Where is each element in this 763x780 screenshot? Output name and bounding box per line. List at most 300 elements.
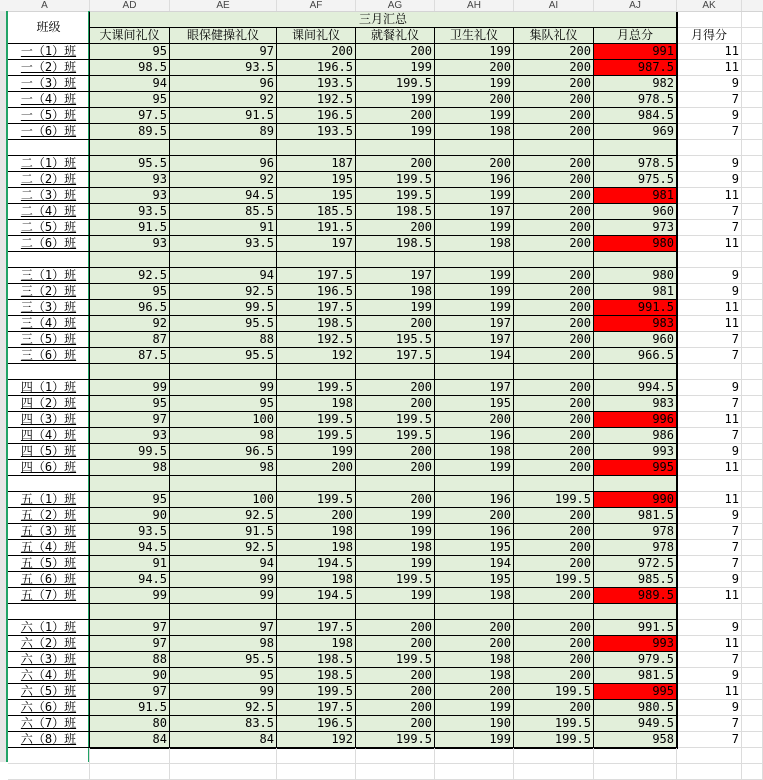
score-cell[interactable]: 198 — [277, 572, 356, 588]
class-name-cell[interactable]: 二（2）班 — [8, 172, 90, 188]
class-name-cell[interactable]: 一（6）班 — [8, 124, 90, 140]
score-cell[interactable]: 196.5 — [277, 284, 356, 300]
score-cell[interactable]: 198 — [356, 540, 435, 556]
column-header-ag[interactable]: AG — [356, 0, 435, 11]
score-cell[interactable]: 200 — [435, 636, 514, 652]
score-cell[interactable]: 200 — [514, 636, 594, 652]
score-cell[interactable]: 200 — [435, 412, 514, 428]
score-cell[interactable]: 197 — [435, 316, 514, 332]
score-cell[interactable]: 200 — [514, 188, 594, 204]
score-cell[interactable]: 199.5 — [356, 412, 435, 428]
month-score-cell[interactable]: 9 — [677, 284, 742, 300]
spacer-cell[interactable] — [170, 252, 277, 268]
empty-cell[interactable] — [742, 204, 763, 220]
score-cell[interactable]: 199 — [435, 44, 514, 60]
spacer-cell[interactable] — [594, 476, 677, 492]
empty-cell[interactable] — [742, 700, 763, 716]
score-cell[interactable]: 199 — [356, 300, 435, 316]
score-cell[interactable]: 200 — [356, 620, 435, 636]
empty-cell[interactable] — [742, 604, 763, 620]
score-cell[interactable]: 192 — [277, 348, 356, 364]
empty-cell[interactable] — [742, 156, 763, 172]
score-cell[interactable]: 83.5 — [170, 716, 277, 732]
spacer-cell[interactable] — [435, 476, 514, 492]
score-cell[interactable]: 199 — [435, 108, 514, 124]
month-score-cell[interactable]: 9 — [677, 508, 742, 524]
score-cell[interactable]: 95.5 — [90, 156, 170, 172]
score-cell[interactable]: 197.5 — [277, 700, 356, 716]
column-header-ak[interactable]: AK — [677, 0, 742, 11]
score-cell[interactable]: 197.5 — [277, 300, 356, 316]
empty-cell[interactable] — [677, 140, 742, 156]
score-cell[interactable]: 92 — [90, 316, 170, 332]
spacer-cell[interactable] — [277, 140, 356, 156]
month-score-cell[interactable]: 9 — [677, 76, 742, 92]
score-cell[interactable]: 97 — [90, 636, 170, 652]
spacer-cell[interactable] — [594, 140, 677, 156]
month-score-cell[interactable]: 11 — [677, 412, 742, 428]
score-cell[interactable]: 99 — [90, 380, 170, 396]
score-cell[interactable]: 199 — [356, 124, 435, 140]
score-cell[interactable]: 200 — [435, 60, 514, 76]
monthly-total-cell[interactable]: 969 — [594, 124, 677, 140]
empty-cell[interactable] — [742, 60, 763, 76]
month-score-cell[interactable]: 11 — [677, 316, 742, 332]
empty-cell[interactable] — [742, 732, 763, 748]
score-cell[interactable]: 198 — [277, 396, 356, 412]
score-cell[interactable]: 99 — [90, 588, 170, 604]
month-score-cell[interactable]: 7 — [677, 332, 742, 348]
monthly-total-cell[interactable]: 958 — [594, 732, 677, 748]
score-cell[interactable]: 92.5 — [170, 508, 277, 524]
score-cell[interactable]: 199 — [435, 188, 514, 204]
class-name-cell[interactable]: 二（1）班 — [8, 156, 90, 172]
score-cell[interactable]: 198.5 — [277, 652, 356, 668]
month-score-cell[interactable]: 11 — [677, 60, 742, 76]
score-cell[interactable]: 199.5 — [356, 652, 435, 668]
spacer-cell[interactable] — [594, 364, 677, 380]
score-cell[interactable]: 200 — [514, 172, 594, 188]
score-cell[interactable]: 200 — [356, 700, 435, 716]
class-name-cell[interactable]: 一（1）班 — [8, 44, 90, 60]
monthly-total-cell[interactable]: 980 — [594, 268, 677, 284]
empty-cell[interactable] — [742, 332, 763, 348]
monthly-total-cell[interactable]: 985.5 — [594, 572, 677, 588]
subheader-cell[interactable]: 月总分 — [594, 28, 677, 44]
score-cell[interactable]: 96.5 — [170, 444, 277, 460]
score-cell[interactable]: 87 — [90, 332, 170, 348]
empty-cell[interactable] — [742, 140, 763, 156]
score-cell[interactable]: 99 — [170, 380, 277, 396]
score-cell[interactable]: 92.5 — [170, 284, 277, 300]
month-score-cell[interactable]: 11 — [677, 588, 742, 604]
score-cell[interactable]: 200 — [435, 684, 514, 700]
empty-cell[interactable] — [742, 620, 763, 636]
class-name-cell[interactable]: 二（5）班 — [8, 220, 90, 236]
month-score-cell[interactable]: 9 — [677, 380, 742, 396]
score-cell[interactable]: 94 — [90, 76, 170, 92]
empty-cell[interactable] — [742, 220, 763, 236]
score-cell[interactable]: 185.5 — [277, 204, 356, 220]
class-name-cell[interactable]: 二（6）班 — [8, 236, 90, 252]
month-score-cell[interactable]: 9 — [677, 444, 742, 460]
score-cell[interactable]: 196.5 — [277, 716, 356, 732]
empty-cell[interactable] — [677, 364, 742, 380]
score-cell[interactable]: 198.5 — [356, 204, 435, 220]
score-cell[interactable]: 200 — [356, 444, 435, 460]
score-cell[interactable]: 99 — [170, 572, 277, 588]
score-cell[interactable]: 200 — [514, 284, 594, 300]
score-cell[interactable]: 199.5 — [277, 380, 356, 396]
month-score-cell[interactable]: 11 — [677, 636, 742, 652]
spacer-cell[interactable] — [356, 140, 435, 156]
score-cell[interactable]: 199.5 — [277, 412, 356, 428]
empty-cell[interactable] — [742, 12, 763, 28]
column-header-ad[interactable]: AD — [90, 0, 170, 11]
month-score-cell[interactable]: 7 — [677, 556, 742, 572]
column-header-ah[interactable]: AH — [435, 0, 514, 11]
score-cell[interactable]: 84 — [170, 732, 277, 748]
class-name-cell[interactable]: 三（4）班 — [8, 316, 90, 332]
score-cell[interactable]: 200 — [435, 156, 514, 172]
score-cell[interactable]: 95 — [90, 284, 170, 300]
month-score-cell[interactable]: 9 — [677, 668, 742, 684]
class-name-cell[interactable]: 一（3）班 — [8, 76, 90, 92]
column-header-ae[interactable]: AE — [170, 0, 277, 11]
subheader-cell[interactable]: 卫生礼仪 — [435, 28, 514, 44]
score-cell[interactable]: 198 — [277, 524, 356, 540]
class-name-cell[interactable]: 五（6）班 — [8, 572, 90, 588]
score-cell[interactable]: 200 — [514, 204, 594, 220]
score-cell[interactable]: 88 — [170, 332, 277, 348]
month-score-cell[interactable]: 7 — [677, 348, 742, 364]
class-name-cell[interactable]: 六（1）班 — [8, 620, 90, 636]
score-cell[interactable]: 199 — [435, 300, 514, 316]
month-score-cell[interactable]: 9 — [677, 156, 742, 172]
score-cell[interactable]: 200 — [356, 684, 435, 700]
score-cell[interactable]: 200 — [514, 540, 594, 556]
score-cell[interactable]: 89 — [170, 124, 277, 140]
spacer-cell[interactable] — [435, 140, 514, 156]
score-cell[interactable]: 199.5 — [356, 572, 435, 588]
month-score-cell[interactable]: 11 — [677, 44, 742, 60]
empty-cell[interactable] — [742, 636, 763, 652]
spacer-cell[interactable] — [170, 476, 277, 492]
score-cell[interactable]: 85.5 — [170, 204, 277, 220]
score-cell[interactable]: 199 — [435, 460, 514, 476]
score-cell[interactable]: 193.5 — [277, 124, 356, 140]
monthly-total-cell[interactable]: 973 — [594, 220, 677, 236]
score-cell[interactable]: 200 — [435, 92, 514, 108]
score-cell[interactable]: 93 — [90, 236, 170, 252]
score-cell[interactable]: 199.5 — [514, 684, 594, 700]
score-cell[interactable]: 192.5 — [277, 92, 356, 108]
score-cell[interactable]: 198.5 — [356, 236, 435, 252]
score-cell[interactable]: 100 — [170, 412, 277, 428]
score-cell[interactable]: 199.5 — [514, 716, 594, 732]
score-cell[interactable]: 97 — [170, 620, 277, 636]
empty-cell[interactable] — [170, 764, 277, 780]
score-cell[interactable]: 87.5 — [90, 348, 170, 364]
score-cell[interactable]: 93.5 — [90, 204, 170, 220]
class-name-cell[interactable]: 五（2）班 — [8, 508, 90, 524]
score-cell[interactable]: 194 — [435, 556, 514, 572]
score-cell[interactable]: 200 — [514, 460, 594, 476]
score-cell[interactable]: 199 — [356, 524, 435, 540]
score-cell[interactable]: 200 — [356, 636, 435, 652]
score-cell[interactable]: 200 — [356, 220, 435, 236]
monthly-total-cell[interactable]: 995 — [594, 684, 677, 700]
score-cell[interactable]: 200 — [514, 300, 594, 316]
score-cell[interactable]: 200 — [514, 348, 594, 364]
score-cell[interactable]: 200 — [514, 124, 594, 140]
score-cell[interactable]: 96 — [170, 156, 277, 172]
score-cell[interactable]: 91 — [170, 220, 277, 236]
score-cell[interactable]: 200 — [514, 108, 594, 124]
class-name-cell[interactable]: 五（4）班 — [8, 540, 90, 556]
class-name-cell[interactable]: 三（6）班 — [8, 348, 90, 364]
score-cell[interactable]: 200 — [514, 620, 594, 636]
empty-cell[interactable] — [742, 476, 763, 492]
spacer-cell[interactable] — [170, 604, 277, 620]
empty-cell[interactable] — [742, 652, 763, 668]
class-name-cell[interactable]: 三（1）班 — [8, 268, 90, 284]
empty-cell[interactable] — [742, 44, 763, 60]
column-header-af[interactable]: AF — [277, 0, 356, 11]
month-score-cell[interactable]: 9 — [677, 108, 742, 124]
score-cell[interactable]: 200 — [435, 508, 514, 524]
score-cell[interactable]: 94.5 — [90, 540, 170, 556]
empty-cell[interactable] — [742, 380, 763, 396]
score-cell[interactable]: 94 — [170, 556, 277, 572]
spacer-cell[interactable] — [356, 476, 435, 492]
score-cell[interactable]: 198 — [277, 540, 356, 556]
score-cell[interactable]: 200 — [514, 316, 594, 332]
score-cell[interactable]: 92 — [170, 92, 277, 108]
monthly-total-cell[interactable]: 983 — [594, 316, 677, 332]
column-header-aj[interactable]: AJ — [594, 0, 677, 11]
score-cell[interactable]: 199 — [435, 76, 514, 92]
empty-cell[interactable] — [677, 252, 742, 268]
class-name-cell[interactable]: 六（6）班 — [8, 700, 90, 716]
score-cell[interactable]: 93 — [90, 188, 170, 204]
score-cell[interactable]: 191.5 — [277, 220, 356, 236]
score-cell[interactable]: 92.5 — [170, 700, 277, 716]
score-cell[interactable]: 194 — [435, 348, 514, 364]
score-cell[interactable]: 92 — [170, 172, 277, 188]
score-cell[interactable]: 95 — [90, 92, 170, 108]
monthly-total-cell[interactable]: 989.5 — [594, 588, 677, 604]
score-cell[interactable]: 195 — [435, 396, 514, 412]
month-score-cell[interactable]: 7 — [677, 220, 742, 236]
month-score-header-cell[interactable]: 月得分 — [677, 28, 742, 44]
score-cell[interactable]: 199.5 — [277, 684, 356, 700]
class-name-cell[interactable]: 三（3）班 — [8, 300, 90, 316]
month-score-cell[interactable]: 7 — [677, 124, 742, 140]
score-cell[interactable]: 194.5 — [277, 556, 356, 572]
score-cell[interactable]: 200 — [514, 668, 594, 684]
empty-cell[interactable] — [742, 412, 763, 428]
score-cell[interactable]: 196 — [435, 428, 514, 444]
month-score-cell[interactable]: 9 — [677, 700, 742, 716]
score-cell[interactable]: 192.5 — [277, 332, 356, 348]
empty-cell[interactable] — [742, 316, 763, 332]
spacer-cell[interactable] — [277, 364, 356, 380]
monthly-total-cell[interactable]: 986 — [594, 428, 677, 444]
score-cell[interactable]: 94.5 — [170, 188, 277, 204]
score-cell[interactable]: 200 — [514, 268, 594, 284]
score-cell[interactable]: 197 — [277, 236, 356, 252]
month-score-cell[interactable]: 7 — [677, 92, 742, 108]
score-cell[interactable]: 93 — [90, 172, 170, 188]
spacer-cell[interactable] — [8, 140, 90, 156]
empty-cell[interactable] — [677, 604, 742, 620]
score-cell[interactable]: 95 — [90, 396, 170, 412]
score-cell[interactable]: 195 — [435, 572, 514, 588]
empty-cell[interactable] — [277, 764, 356, 780]
score-cell[interactable]: 200 — [356, 716, 435, 732]
empty-cell[interactable] — [742, 668, 763, 684]
score-cell[interactable]: 197 — [435, 332, 514, 348]
score-cell[interactable]: 200 — [514, 508, 594, 524]
score-cell[interactable]: 199.5 — [356, 732, 435, 748]
monthly-total-cell[interactable]: 978.5 — [594, 156, 677, 172]
score-cell[interactable]: 199.5 — [514, 732, 594, 748]
score-cell[interactable]: 197.5 — [277, 620, 356, 636]
score-cell[interactable]: 199.5 — [277, 492, 356, 508]
score-cell[interactable]: 200 — [514, 444, 594, 460]
subheader-cell[interactable]: 眼保健操礼仪 — [170, 28, 277, 44]
monthly-total-cell[interactable]: 972.5 — [594, 556, 677, 572]
empty-cell[interactable] — [742, 572, 763, 588]
score-cell[interactable]: 99.5 — [90, 444, 170, 460]
spacer-cell[interactable] — [90, 604, 170, 620]
spacer-cell[interactable] — [8, 476, 90, 492]
empty-cell[interactable] — [742, 300, 763, 316]
score-cell[interactable]: 98 — [90, 460, 170, 476]
empty-cell[interactable] — [742, 364, 763, 380]
empty-cell[interactable] — [742, 508, 763, 524]
score-cell[interactable]: 92.5 — [90, 268, 170, 284]
score-cell[interactable]: 199 — [277, 444, 356, 460]
empty-cell[interactable] — [677, 12, 742, 28]
score-cell[interactable]: 199 — [356, 588, 435, 604]
spacer-cell[interactable] — [435, 252, 514, 268]
empty-cell[interactable] — [742, 28, 763, 44]
monthly-total-cell[interactable]: 980 — [594, 236, 677, 252]
score-cell[interactable]: 198 — [356, 284, 435, 300]
score-cell[interactable]: 93 — [90, 428, 170, 444]
score-cell[interactable]: 91.5 — [90, 700, 170, 716]
monthly-total-cell[interactable]: 993 — [594, 444, 677, 460]
empty-cell[interactable] — [435, 764, 514, 780]
score-cell[interactable]: 199.5 — [356, 188, 435, 204]
empty-cell[interactable] — [356, 764, 435, 780]
monthly-total-cell[interactable]: 980.5 — [594, 700, 677, 716]
empty-cell[interactable] — [742, 252, 763, 268]
class-name-cell[interactable]: 四（1）班 — [8, 380, 90, 396]
empty-cell[interactable] — [742, 716, 763, 732]
score-cell[interactable]: 200 — [514, 156, 594, 172]
spacer-cell[interactable] — [594, 604, 677, 620]
score-cell[interactable]: 91.5 — [90, 220, 170, 236]
score-cell[interactable]: 199.5 — [356, 76, 435, 92]
monthly-total-cell[interactable]: 996 — [594, 412, 677, 428]
score-cell[interactable]: 197.5 — [356, 348, 435, 364]
monthly-total-cell[interactable]: 990 — [594, 492, 677, 508]
empty-cell[interactable] — [742, 764, 763, 780]
score-cell[interactable]: 197.5 — [277, 268, 356, 284]
column-header-a[interactable]: A — [0, 0, 90, 11]
monthly-total-cell[interactable]: 966.5 — [594, 348, 677, 364]
spacer-cell[interactable] — [356, 364, 435, 380]
score-cell[interactable]: 200 — [356, 460, 435, 476]
class-name-cell[interactable]: 四（6）班 — [8, 460, 90, 476]
score-cell[interactable]: 196 — [435, 524, 514, 540]
score-cell[interactable]: 97 — [170, 44, 277, 60]
month-score-cell[interactable]: 11 — [677, 188, 742, 204]
monthly-total-cell[interactable]: 994.5 — [594, 380, 677, 396]
monthly-total-cell[interactable]: 978.5 — [594, 92, 677, 108]
class-name-cell[interactable]: 四（5）班 — [8, 444, 90, 460]
spacer-cell[interactable] — [435, 364, 514, 380]
score-cell[interactable]: 100 — [170, 492, 277, 508]
score-cell[interactable]: 98.5 — [90, 60, 170, 76]
score-cell[interactable]: 196 — [435, 172, 514, 188]
score-cell[interactable]: 199 — [435, 220, 514, 236]
empty-cell[interactable] — [742, 284, 763, 300]
score-cell[interactable]: 200 — [356, 380, 435, 396]
score-cell[interactable]: 199 — [356, 60, 435, 76]
score-cell[interactable]: 97 — [90, 412, 170, 428]
spacer-cell[interactable] — [277, 604, 356, 620]
monthly-total-cell[interactable]: 960 — [594, 332, 677, 348]
score-cell[interactable]: 199 — [435, 284, 514, 300]
spacer-cell[interactable] — [90, 364, 170, 380]
month-score-cell[interactable]: 7 — [677, 540, 742, 556]
score-cell[interactable]: 94 — [170, 268, 277, 284]
empty-cell[interactable] — [742, 172, 763, 188]
score-cell[interactable]: 199 — [356, 556, 435, 572]
score-cell[interactable]: 195 — [277, 172, 356, 188]
score-cell[interactable]: 200 — [356, 108, 435, 124]
score-cell[interactable]: 197 — [435, 204, 514, 220]
score-cell[interactable]: 97 — [90, 620, 170, 636]
class-name-cell[interactable]: 二（3）班 — [8, 188, 90, 204]
empty-cell[interactable] — [742, 124, 763, 140]
score-cell[interactable]: 95 — [170, 396, 277, 412]
score-cell[interactable]: 96 — [170, 76, 277, 92]
empty-cell[interactable] — [8, 764, 90, 780]
class-name-cell[interactable]: 六（8）班 — [8, 732, 90, 748]
empty-cell[interactable] — [742, 188, 763, 204]
spacer-cell[interactable] — [277, 476, 356, 492]
month-score-cell[interactable]: 7 — [677, 396, 742, 412]
subheader-cell[interactable]: 课间礼仪 — [277, 28, 356, 44]
month-score-cell[interactable]: 9 — [677, 172, 742, 188]
monthly-total-cell[interactable]: 983 — [594, 396, 677, 412]
score-cell[interactable]: 198 — [435, 236, 514, 252]
score-cell[interactable]: 90 — [90, 668, 170, 684]
empty-cell[interactable] — [90, 764, 170, 780]
score-cell[interactable]: 198.5 — [277, 668, 356, 684]
class-name-cell[interactable]: 四（2）班 — [8, 396, 90, 412]
month-score-cell[interactable]: 11 — [677, 460, 742, 476]
score-cell[interactable]: 194.5 — [277, 588, 356, 604]
score-cell[interactable]: 98 — [170, 460, 277, 476]
score-cell[interactable]: 187 — [277, 156, 356, 172]
score-cell[interactable]: 96.5 — [90, 300, 170, 316]
